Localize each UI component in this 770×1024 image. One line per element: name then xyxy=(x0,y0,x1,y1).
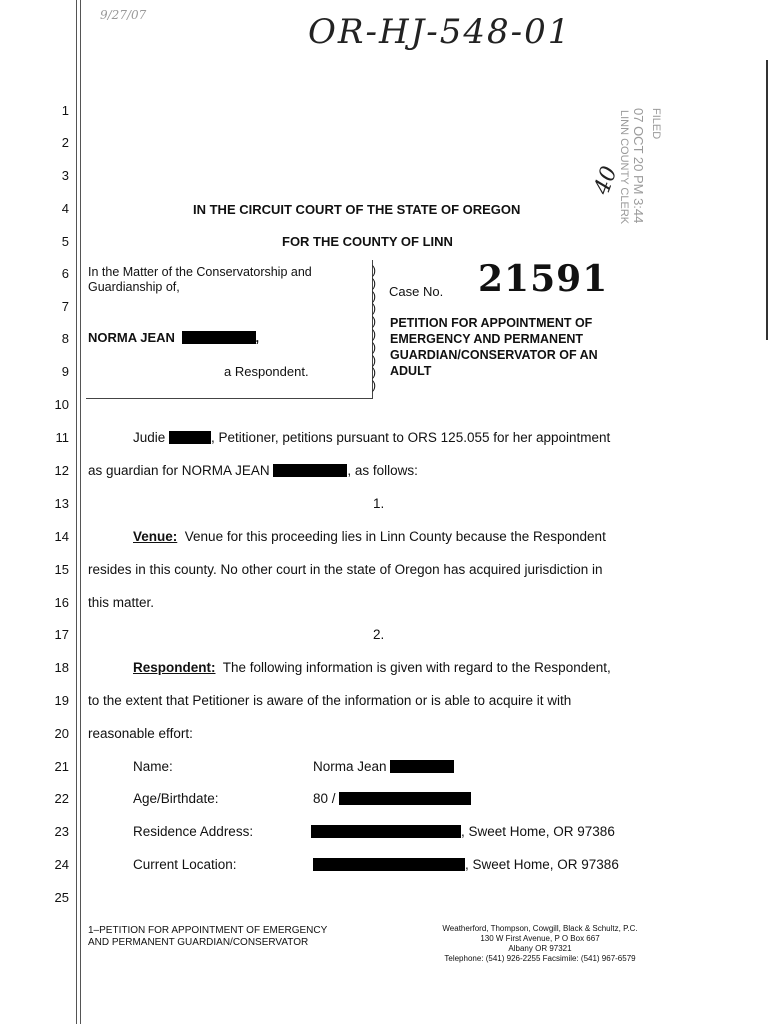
line-number: 11 xyxy=(55,430,69,445)
field-value-age xyxy=(313,791,471,806)
line-number: 22 xyxy=(54,791,69,806)
body-line-14 xyxy=(133,529,606,544)
line-number: 8 xyxy=(61,331,69,346)
body-line-15: resides in this county. No other court in the state of Oregon has acquired jurisdiction in xyxy=(88,562,603,577)
section-number-2: 2. xyxy=(373,627,385,642)
body-line-12-end: , as follows: xyxy=(347,463,418,478)
redaction-bar xyxy=(273,464,347,477)
line-number: 4 xyxy=(61,201,69,216)
filing-stamp-line-1: FILED xyxy=(650,108,662,140)
field-label-location: Current Location: xyxy=(133,857,237,872)
body-line-11 xyxy=(133,430,610,445)
field-value-age-text: 80 / xyxy=(313,791,336,806)
field-value-residence xyxy=(311,824,615,839)
line-number: 7 xyxy=(61,299,69,314)
margin-rule-left xyxy=(76,0,77,1024)
petition-title-line-4: ADULT xyxy=(390,364,432,378)
field-label-name: Name: xyxy=(133,759,173,774)
field-value-location-text: , Sweet Home, OR 97386 xyxy=(465,857,619,872)
redaction-bar xyxy=(311,825,461,838)
field-value-location xyxy=(313,857,619,872)
field-value-residence-text: , Sweet Home, OR 97386 xyxy=(461,824,615,839)
body-line-12 xyxy=(88,463,418,478)
line-number: 23 xyxy=(54,824,69,839)
footer-title xyxy=(88,925,327,949)
respondent-role: a Respondent. xyxy=(224,364,309,379)
footer-address-1: 130 W First Avenue, P O Box 667 xyxy=(480,934,600,943)
body-line-11-rest: , Petitioner, petitions pursuant to ORS 125.055 for her appointment xyxy=(211,430,611,445)
footer-firm-block xyxy=(410,924,670,964)
body-line-18 xyxy=(133,660,611,675)
caption-brackets: ) ) ) ) ) ) ) ) ) ) xyxy=(372,263,376,393)
redaction-bar xyxy=(182,331,256,344)
field-value-name xyxy=(313,759,454,774)
court-heading-line-1: IN THE CIRCUIT COURT OF THE STATE OF OREGON xyxy=(193,202,521,217)
respondent-text-1: The following information is given with regard to the Respondent, xyxy=(222,660,611,675)
line-number: 17 xyxy=(54,627,69,642)
respondent-name-text: NORMA JEAN xyxy=(88,330,175,345)
field-value-name-text: Norma Jean xyxy=(313,759,387,774)
margin-rule-right xyxy=(80,0,81,1024)
respondent-name-suffix: , xyxy=(255,330,260,345)
petition-title-line-3: GUARDIAN/CONSERVATOR OF AN xyxy=(390,348,598,362)
court-heading-line-2: FOR THE COUNTY OF LINN xyxy=(282,234,453,249)
line-number: 9 xyxy=(61,364,69,379)
footer-phone: Telephone: (541) 926-2255 Facsimile: (541) 967-6579 xyxy=(444,954,636,963)
footer-title-line-1: 1–PETITION FOR APPOINTMENT OF EMERGENCY xyxy=(88,925,328,936)
case-number-label: Case No. xyxy=(389,284,444,299)
venue-heading: Venue: xyxy=(133,529,178,544)
line-number: 14 xyxy=(54,529,69,544)
line-number: 12 xyxy=(54,463,69,478)
footer-address-2: Albany OR 97321 xyxy=(508,944,572,953)
line-number: 25 xyxy=(54,890,69,905)
line-number: 5 xyxy=(61,234,69,249)
line-number: 20 xyxy=(54,726,69,741)
case-number: 21591 xyxy=(478,258,609,300)
redaction-bar xyxy=(339,792,471,805)
body-line-19: to the extent that Petitioner is aware of the information or is able to acquire it with xyxy=(88,693,572,708)
line-number: 19 xyxy=(54,693,69,708)
line-number: 16 xyxy=(54,595,69,610)
footer-title-line-2: AND PERMANENT GUARDIAN/CONSERVATOR xyxy=(88,937,309,948)
redaction-bar xyxy=(169,431,211,444)
footer-firm-name: Weatherford, Thompson, Cowgill, Black & Schultz, P.C. xyxy=(442,924,638,933)
caption-matter-line-1: In the Matter of the Conservatorship and xyxy=(88,265,312,279)
venue-text-1: Venue for this proceeding lies in Linn County because the Respondent xyxy=(184,529,606,544)
line-number: 13 xyxy=(54,496,69,511)
redaction-bar xyxy=(390,760,454,773)
line-number: 3 xyxy=(61,168,69,183)
line-number: 18 xyxy=(54,660,69,675)
field-label-residence: Residence Address: xyxy=(133,824,254,839)
section-number-1: 1. xyxy=(373,496,385,511)
line-number: 2 xyxy=(61,135,69,150)
line-number: 1 xyxy=(61,103,69,118)
body-line-20: reasonable effort: xyxy=(88,726,193,741)
scan-edge-line xyxy=(766,60,768,340)
line-number: 21 xyxy=(54,759,69,774)
line-number: 24 xyxy=(54,857,69,872)
redaction-bar xyxy=(313,858,465,871)
respondent-name-caption xyxy=(88,330,259,345)
petition-title-line-2: EMERGENCY AND PERMANENT xyxy=(390,332,584,346)
handwritten-corner-mark: 9/27/07 xyxy=(100,8,147,22)
respondent-heading: Respondent: xyxy=(133,660,216,675)
body-line-16: this matter. xyxy=(88,595,155,610)
handwritten-case-code: OR-HJ-548-01 xyxy=(308,12,572,52)
petitioner-name: Judie xyxy=(133,430,166,445)
filing-stamp-line-3: LINN COUNTY CLERK xyxy=(618,110,630,225)
line-number: 15 xyxy=(54,562,69,577)
line-number: 10 xyxy=(54,397,69,412)
caption-matter-line-2: Guardianship of, xyxy=(88,280,180,294)
petition-title-line-1: PETITION FOR APPOINTMENT OF xyxy=(390,316,593,330)
body-line-12-start: as guardian for NORMA JEAN xyxy=(88,463,270,478)
filing-stamp-line-2: 07 OCT 20 PM 3:44 xyxy=(631,108,646,224)
field-label-age: Age/Birthdate: xyxy=(133,791,219,806)
line-number: 6 xyxy=(61,266,69,281)
handwritten-initials: 40 xyxy=(589,163,623,198)
